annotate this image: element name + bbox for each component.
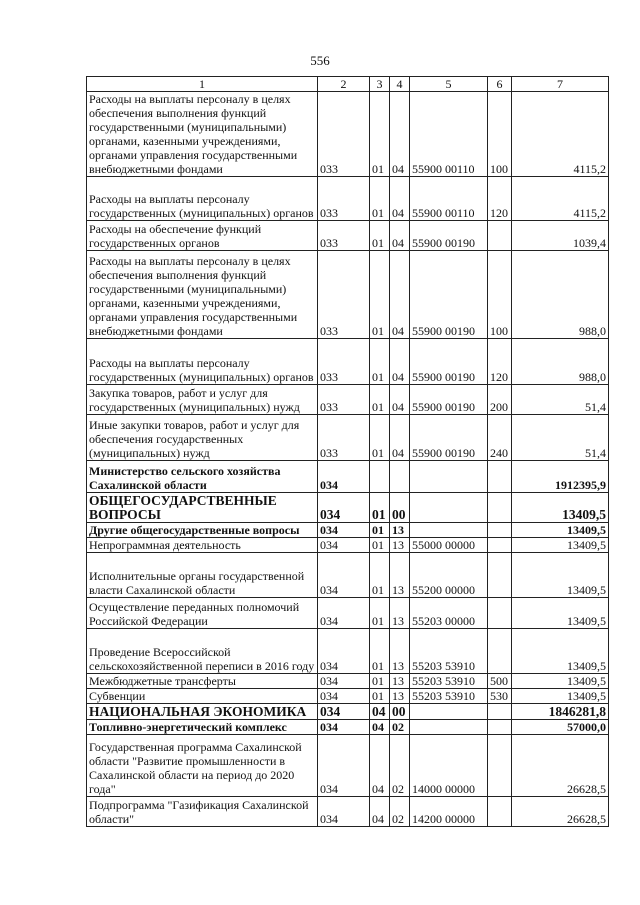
section-code bbox=[370, 461, 390, 493]
amount: 57000,0 bbox=[512, 720, 609, 735]
amount: 13409,5 bbox=[512, 674, 609, 689]
subsection-code: 04 bbox=[390, 177, 410, 221]
target-article-code: 55900 00190 bbox=[410, 415, 488, 461]
section-code: 04 bbox=[370, 704, 390, 720]
target-article-code: 14200 00000 bbox=[410, 797, 488, 827]
table-row bbox=[87, 251, 609, 339]
subsection-code: 13 bbox=[390, 674, 410, 689]
ministry-code: 033 bbox=[318, 415, 370, 461]
target-article-code bbox=[410, 493, 488, 523]
amount: 1039,4 bbox=[512, 221, 609, 251]
section-code: 04 bbox=[370, 720, 390, 735]
column-header: 7 bbox=[512, 77, 609, 92]
ministry-code: 034 bbox=[318, 493, 370, 523]
table-row bbox=[87, 720, 609, 735]
row-name: Осуществление переданных полномочий Российской Федерации bbox=[87, 598, 318, 629]
row-name: Топливно-энергетический комплекс bbox=[87, 720, 318, 735]
expense-type-code bbox=[488, 629, 512, 674]
expense-type-code bbox=[488, 538, 512, 553]
ministry-code: 034 bbox=[318, 598, 370, 629]
ministry-code: 034 bbox=[318, 629, 370, 674]
table-row bbox=[87, 598, 609, 629]
target-article-code: 55203 53910 bbox=[410, 674, 488, 689]
amount: 988,0 bbox=[512, 339, 609, 385]
row-name: Иные закупки товаров, работ и услуг для обеспечения государственных (муниципальных) нужд bbox=[87, 415, 318, 461]
amount: 26628,5 bbox=[512, 797, 609, 827]
subsection-code: 02 bbox=[390, 720, 410, 735]
expense-type-code: 240 bbox=[488, 415, 512, 461]
target-article-code bbox=[410, 720, 488, 735]
subsection-code: 04 bbox=[390, 339, 410, 385]
table-row bbox=[87, 493, 609, 523]
subsection-code: 13 bbox=[390, 629, 410, 674]
target-article-code: 55203 53910 bbox=[410, 689, 488, 704]
section-code: 01 bbox=[370, 538, 390, 553]
target-article-code: 55900 00190 bbox=[410, 339, 488, 385]
subsection-code: 00 bbox=[390, 704, 410, 720]
section-code: 01 bbox=[370, 629, 390, 674]
section-code: 01 bbox=[370, 523, 390, 538]
subsection-code bbox=[390, 461, 410, 493]
amount: 26628,5 bbox=[512, 735, 609, 797]
target-article-code: 55900 00190 bbox=[410, 251, 488, 339]
expense-type-code: 100 bbox=[488, 92, 512, 177]
target-article-code: 55203 53910 bbox=[410, 629, 488, 674]
amount: 51,4 bbox=[512, 415, 609, 461]
row-name: Исполнительные органы государственной власти Сахалинской области bbox=[87, 553, 318, 598]
subsection-code: 04 bbox=[390, 92, 410, 177]
column-header-row bbox=[87, 77, 609, 92]
amount: 13409,5 bbox=[512, 598, 609, 629]
expense-type-code: 200 bbox=[488, 385, 512, 415]
row-name: Расходы на выплаты персоналу в целях обеспечения выполнения функций государственными (муниципальными) органами, казенными учреждениями, органами управления государственными внебюджетными фондами bbox=[87, 92, 318, 177]
expense-type-code bbox=[488, 461, 512, 493]
row-name: Расходы на выплаты персоналу в целях обеспечения выполнения функций государственными (муниципальными) органами, казенными учреждениями, органами управления государственными внебюджетными фондами bbox=[87, 251, 318, 339]
target-article-code: 55000 00000 bbox=[410, 538, 488, 553]
page-number: 556 bbox=[310, 53, 330, 68]
row-name: Другие общегосударственные вопросы bbox=[87, 523, 318, 538]
column-header: 5 bbox=[410, 77, 488, 92]
amount: 13409,5 bbox=[512, 629, 609, 674]
target-article-code: 55900 00110 bbox=[410, 92, 488, 177]
section-code: 01 bbox=[370, 598, 390, 629]
ministry-code: 034 bbox=[318, 720, 370, 735]
target-article-code: 55200 00000 bbox=[410, 553, 488, 598]
table-row bbox=[87, 689, 609, 704]
target-article-code: 14000 00000 bbox=[410, 735, 488, 797]
subsection-code: 13 bbox=[390, 689, 410, 704]
row-name: Непрограммная деятельность bbox=[87, 538, 318, 553]
column-header: 2 bbox=[318, 77, 370, 92]
section-code: 01 bbox=[370, 92, 390, 177]
target-article-code bbox=[410, 704, 488, 720]
ministry-code: 033 bbox=[318, 251, 370, 339]
row-name: Расходы на выплаты персоналу государственных (муниципальных) органов bbox=[87, 339, 318, 385]
row-name: ОБЩЕГОСУДАРСТВЕННЫЕ ВОПРОСЫ bbox=[87, 493, 318, 523]
section-code: 01 bbox=[370, 553, 390, 598]
table-row bbox=[87, 674, 609, 689]
target-article-code: 55900 00190 bbox=[410, 385, 488, 415]
expense-type-code bbox=[488, 553, 512, 598]
subsection-code: 02 bbox=[390, 797, 410, 827]
subsection-code: 00 bbox=[390, 493, 410, 523]
row-name: Государственная программа Сахалинской области "Развитие промышленности в Сахалинской области на период до 2020 года" bbox=[87, 735, 318, 797]
expense-type-code bbox=[488, 221, 512, 251]
section-code: 01 bbox=[370, 339, 390, 385]
expense-type-code: 500 bbox=[488, 674, 512, 689]
subsection-code: 13 bbox=[390, 598, 410, 629]
ministry-code: 034 bbox=[318, 553, 370, 598]
column-header: 6 bbox=[488, 77, 512, 92]
target-article-code: 55900 00190 bbox=[410, 221, 488, 251]
column-header: 4 bbox=[390, 77, 410, 92]
table-row bbox=[87, 629, 609, 674]
expense-type-code: 100 bbox=[488, 251, 512, 339]
expense-type-code bbox=[488, 523, 512, 538]
subsection-code: 13 bbox=[390, 523, 410, 538]
subsection-code: 04 bbox=[390, 385, 410, 415]
subsection-code: 02 bbox=[390, 735, 410, 797]
ministry-code: 034 bbox=[318, 538, 370, 553]
amount: 13409,5 bbox=[512, 493, 609, 523]
row-name: Министерство сельского хозяйства Сахалинской области bbox=[87, 461, 318, 493]
ministry-code: 034 bbox=[318, 523, 370, 538]
expense-type-code bbox=[488, 735, 512, 797]
ministry-code: 033 bbox=[318, 385, 370, 415]
amount: 988,0 bbox=[512, 251, 609, 339]
table-row bbox=[87, 538, 609, 553]
amount: 1846281,8 bbox=[512, 704, 609, 720]
table-row bbox=[87, 461, 609, 493]
amount: 13409,5 bbox=[512, 689, 609, 704]
section-code: 01 bbox=[370, 493, 390, 523]
table-row bbox=[87, 415, 609, 461]
section-code: 01 bbox=[370, 251, 390, 339]
target-article-code bbox=[410, 461, 488, 493]
subsection-code: 04 bbox=[390, 415, 410, 461]
amount: 4115,2 bbox=[512, 177, 609, 221]
ministry-code: 034 bbox=[318, 461, 370, 493]
expense-type-code bbox=[488, 720, 512, 735]
ministry-code: 033 bbox=[318, 221, 370, 251]
section-code: 04 bbox=[370, 735, 390, 797]
row-name: Расходы на обеспечение функций государственных органов bbox=[87, 221, 318, 251]
expense-type-code: 120 bbox=[488, 177, 512, 221]
table-row bbox=[87, 385, 609, 415]
row-name: Межбюджетные трансферты bbox=[87, 674, 318, 689]
ministry-code: 033 bbox=[318, 339, 370, 385]
expense-type-code: 120 bbox=[488, 339, 512, 385]
amount: 4115,2 bbox=[512, 92, 609, 177]
subsection-code: 13 bbox=[390, 538, 410, 553]
amount: 13409,5 bbox=[512, 523, 609, 538]
table-row bbox=[87, 339, 609, 385]
ministry-code: 033 bbox=[318, 177, 370, 221]
amount: 13409,5 bbox=[512, 538, 609, 553]
table-row bbox=[87, 221, 609, 251]
ministry-code: 034 bbox=[318, 797, 370, 827]
expense-type-code bbox=[488, 493, 512, 523]
expense-type-code bbox=[488, 704, 512, 720]
table-row bbox=[87, 177, 609, 221]
section-code: 01 bbox=[370, 674, 390, 689]
ministry-code: 034 bbox=[318, 674, 370, 689]
subsection-code: 04 bbox=[390, 251, 410, 339]
ministry-code: 033 bbox=[318, 92, 370, 177]
table-row bbox=[87, 523, 609, 538]
amount: 1912395,9 bbox=[512, 461, 609, 493]
subsection-code: 04 bbox=[390, 221, 410, 251]
table-row bbox=[87, 704, 609, 720]
column-header: 3 bbox=[370, 77, 390, 92]
table-row bbox=[87, 797, 609, 827]
expense-type-code bbox=[488, 598, 512, 629]
row-name: НАЦИОНАЛЬНАЯ ЭКОНОМИКА bbox=[87, 704, 318, 720]
budget-table bbox=[86, 76, 609, 827]
table-row bbox=[87, 92, 609, 177]
amount: 51,4 bbox=[512, 385, 609, 415]
section-code: 01 bbox=[370, 385, 390, 415]
expense-type-code: 530 bbox=[488, 689, 512, 704]
ministry-code: 034 bbox=[318, 689, 370, 704]
table-row bbox=[87, 735, 609, 797]
row-name: Подпрограмма "Газификация Сахалинской области" bbox=[87, 797, 318, 827]
row-name: Субвенции bbox=[87, 689, 318, 704]
row-name: Расходы на выплаты персоналу государственных (муниципальных) органов bbox=[87, 177, 318, 221]
amount: 13409,5 bbox=[512, 553, 609, 598]
table-row bbox=[87, 553, 609, 598]
section-code: 01 bbox=[370, 415, 390, 461]
subsection-code: 13 bbox=[390, 553, 410, 598]
ministry-code: 034 bbox=[318, 704, 370, 720]
section-code: 01 bbox=[370, 689, 390, 704]
table-body bbox=[87, 92, 609, 827]
expense-type-code bbox=[488, 797, 512, 827]
target-article-code: 55900 00110 bbox=[410, 177, 488, 221]
ministry-code: 034 bbox=[318, 735, 370, 797]
section-code: 01 bbox=[370, 221, 390, 251]
section-code: 01 bbox=[370, 177, 390, 221]
row-name: Закупка товаров, работ и услуг для государственных (муниципальных) нужд bbox=[87, 385, 318, 415]
row-name: Проведение Всероссийской сельскохозяйственной переписи в 2016 году bbox=[87, 629, 318, 674]
target-article-code bbox=[410, 523, 488, 538]
target-article-code: 55203 00000 bbox=[410, 598, 488, 629]
section-code: 04 bbox=[370, 797, 390, 827]
column-header: 1 bbox=[87, 77, 318, 92]
